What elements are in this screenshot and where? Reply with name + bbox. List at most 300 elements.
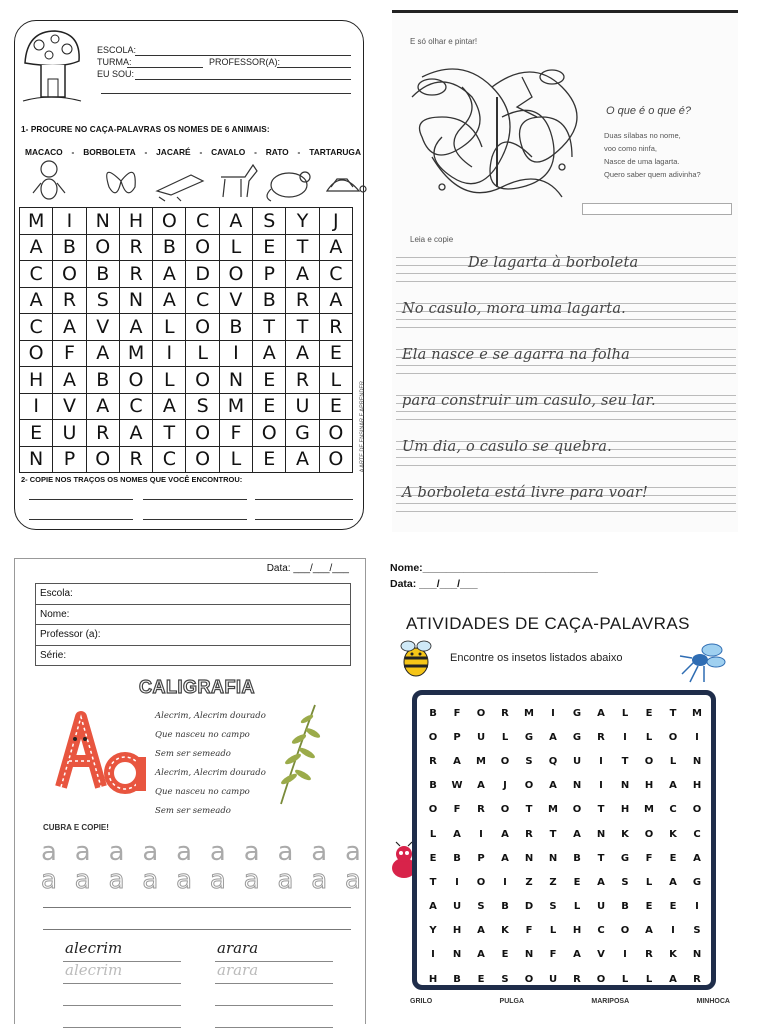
grid-cell[interactable]: O <box>219 261 252 288</box>
grid-cell[interactable]: K <box>501 925 509 937</box>
grid-cell[interactable]: L <box>645 876 653 888</box>
grid-cell[interactable]: H <box>620 804 630 816</box>
grid-cell[interactable]: L <box>669 755 677 767</box>
cursive-line-block[interactable] <box>396 295 736 331</box>
grid-cell[interactable]: E <box>319 393 352 420</box>
grid-cell[interactable]: N <box>620 780 630 792</box>
trace-letter: a <box>108 865 125 895</box>
writing-line[interactable] <box>43 907 351 908</box>
grid-cell[interactable]: L <box>186 340 219 367</box>
grid-cell[interactable]: O <box>319 446 352 473</box>
grid-cell[interactable]: I <box>431 949 435 961</box>
grid-row <box>20 208 353 235</box>
grid-cell[interactable]: V <box>53 393 86 420</box>
insect-word: PULGA <box>499 998 525 1005</box>
grid-cell[interactable]: H <box>644 780 654 792</box>
grid-cell[interactable]: P <box>453 731 461 743</box>
grid-cell[interactable]: R <box>693 973 701 985</box>
teacher-field[interactable]: Professor (a): <box>36 625 351 646</box>
grid-cell[interactable]: U <box>452 901 462 913</box>
grid-cell[interactable]: A <box>669 780 677 792</box>
grid-cell[interactable]: E <box>669 852 677 864</box>
grid-cell[interactable]: M <box>524 707 534 719</box>
grid-cell[interactable]: M <box>20 208 53 235</box>
grid-cell[interactable]: N <box>86 208 119 235</box>
grid-cell[interactable]: E <box>573 876 581 888</box>
grid-cell[interactable]: L <box>621 707 629 719</box>
grid-cell[interactable]: A <box>549 780 557 792</box>
date-field[interactable]: Data: ___/___/___ <box>390 578 478 590</box>
grid-cell[interactable]: B <box>219 314 252 341</box>
grid-cell[interactable]: J <box>319 208 352 235</box>
grid-cell[interactable]: N <box>524 949 534 961</box>
grid-cell[interactable]: S <box>621 876 629 888</box>
grid-cell[interactable]: I <box>153 340 186 367</box>
trace-letter: a <box>345 837 361 867</box>
grid-cell[interactable]: E <box>253 446 286 473</box>
grid-cell[interactable]: C <box>119 393 152 420</box>
grid-cell[interactable]: O <box>524 973 534 985</box>
grid-cell[interactable]: E <box>20 420 53 447</box>
grid-cell[interactable]: H <box>692 780 702 792</box>
grid-cell[interactable]: I <box>623 949 627 961</box>
grid-cell[interactable]: T <box>597 804 605 816</box>
answer-line[interactable] <box>143 519 247 520</box>
grid-cell[interactable]: D <box>524 901 534 913</box>
grid-cell[interactable]: V <box>86 314 119 341</box>
grid-cell[interactable]: I <box>503 876 507 888</box>
grid-cell[interactable]: R <box>597 731 605 743</box>
grid-cell[interactable]: L <box>219 446 252 473</box>
mosquito-icon <box>680 634 730 684</box>
grade-field[interactable]: Série: <box>36 645 351 666</box>
grid-cell[interactable]: O <box>428 731 438 743</box>
grid-cell[interactable]: N <box>119 287 152 314</box>
grid-cell[interactable]: F <box>453 804 461 816</box>
grid-cell[interactable]: Z <box>525 876 533 888</box>
grid-cell[interactable]: A <box>549 731 557 743</box>
grid-cell[interactable]: I <box>20 393 53 420</box>
grid-cell[interactable]: C <box>20 261 53 288</box>
grid-cell[interactable]: O <box>596 973 606 985</box>
grid-cell[interactable]: S <box>86 287 119 314</box>
grid-cell[interactable]: T <box>153 420 186 447</box>
grid-row <box>20 367 353 394</box>
grid-cell[interactable]: B <box>86 367 119 394</box>
grid-cell[interactable]: T <box>286 234 319 261</box>
grid-cell[interactable]: U <box>548 973 558 985</box>
grid-cell[interactable]: R <box>119 261 152 288</box>
grid-cell[interactable]: S <box>186 393 219 420</box>
grid-cell[interactable]: B <box>53 234 86 261</box>
grid-cell[interactable]: P <box>477 852 485 864</box>
grid-cell[interactable]: B <box>429 780 437 792</box>
grid-cell[interactable]: K <box>669 828 677 840</box>
grid-cell[interactable]: I <box>455 876 459 888</box>
grid-cell[interactable]: B <box>621 901 629 913</box>
grid-cell[interactable]: J <box>503 780 507 792</box>
grid-cell[interactable]: A <box>119 420 152 447</box>
grid-cell[interactable]: C <box>669 804 677 816</box>
word-trace: alecrim <box>65 961 123 979</box>
grid-cell[interactable]: O <box>186 446 219 473</box>
cursive-line-block[interactable] <box>396 341 736 377</box>
grid-cell[interactable]: R <box>86 420 119 447</box>
grid-cell[interactable]: N <box>692 755 702 767</box>
grid-cell[interactable]: A <box>20 234 53 261</box>
grid-cell[interactable]: L <box>153 314 186 341</box>
grid-cell[interactable]: U <box>596 901 606 913</box>
grid-cell[interactable]: C <box>693 828 701 840</box>
grid-cell[interactable]: A <box>501 852 509 864</box>
grid-cell[interactable]: O <box>86 446 119 473</box>
grid-cell[interactable]: A <box>286 340 319 367</box>
grid-cell[interactable]: R <box>119 234 152 261</box>
grid-cell[interactable]: R <box>53 287 86 314</box>
grid-cell[interactable]: R <box>645 949 653 961</box>
grid-cell[interactable]: U <box>476 731 486 743</box>
grid-cell[interactable]: O <box>572 804 582 816</box>
grid-cell[interactable]: A <box>153 287 186 314</box>
grid-cell[interactable]: L <box>645 731 653 743</box>
grid-cell[interactable]: R <box>477 804 485 816</box>
grid-cell[interactable]: N <box>596 828 606 840</box>
grid-cell[interactable]: B <box>453 852 461 864</box>
grid-cell[interactable]: T <box>429 876 437 888</box>
grid-cell[interactable]: O <box>186 234 219 261</box>
grid-cell[interactable]: O <box>476 707 486 719</box>
grid-cell[interactable]: S <box>253 208 286 235</box>
grid-cell[interactable]: G <box>572 707 582 719</box>
grid-cell[interactable]: A <box>501 828 509 840</box>
grid-cell[interactable]: F <box>549 949 557 961</box>
grid-cell[interactable]: U <box>286 393 319 420</box>
grid-cell[interactable]: O <box>524 780 534 792</box>
grid-cell[interactable]: A <box>53 314 86 341</box>
grid-cell[interactable]: A <box>319 287 352 314</box>
grid-cell[interactable]: P <box>253 261 286 288</box>
grid-cell[interactable]: B <box>573 852 581 864</box>
grid-cell[interactable]: O <box>319 420 352 447</box>
mushroom-house-icon <box>21 27 83 105</box>
grid-cell[interactable]: O <box>476 876 486 888</box>
grid-cell[interactable]: A <box>86 340 119 367</box>
cursive-line-block[interactable] <box>396 433 736 469</box>
grid-cell[interactable]: A <box>286 446 319 473</box>
grid-cell[interactable]: R <box>525 828 533 840</box>
grid-cell[interactable]: A <box>453 828 461 840</box>
writing-line[interactable] <box>43 929 351 930</box>
read-copy-label: Leia e copie <box>410 235 454 244</box>
grid-cell[interactable]: L <box>429 828 437 840</box>
grid-cell[interactable]: R <box>286 287 319 314</box>
riddle-text <box>604 129 701 181</box>
grid-cell[interactable]: E <box>253 367 286 394</box>
grid-cell[interactable]: I <box>599 755 603 767</box>
grid-cell[interactable]: R <box>501 707 509 719</box>
grid-cell[interactable]: E <box>319 340 352 367</box>
class-line[interactable] <box>127 67 203 68</box>
grid-cell[interactable]: W <box>451 780 463 792</box>
horse-icon <box>221 165 257 197</box>
grid-cell[interactable]: O <box>53 261 86 288</box>
name-field[interactable]: Nome: <box>36 604 351 625</box>
grid-cell[interactable]: F <box>645 852 653 864</box>
grid-cell[interactable]: M <box>119 340 152 367</box>
cursive-line: Ela nasce e se agarra na folha <box>402 347 631 363</box>
grid-cell[interactable]: O <box>86 234 119 261</box>
grid-cell[interactable]: A <box>429 901 437 913</box>
date-field[interactable] <box>267 563 349 574</box>
grid-cell[interactable]: H <box>572 925 582 937</box>
grid-cell[interactable]: L <box>153 367 186 394</box>
grid-cell[interactable]: A <box>669 973 677 985</box>
grid-cell[interactable]: A <box>597 707 605 719</box>
grid-cell[interactable]: O <box>692 804 702 816</box>
grid-cell[interactable]: L <box>219 234 252 261</box>
trace-row[interactable] <box>41 865 361 895</box>
grid-cell[interactable]: A <box>219 208 252 235</box>
grid-cell[interactable]: V <box>219 287 252 314</box>
grid-cell[interactable]: B <box>429 707 437 719</box>
grid-cell[interactable]: C <box>597 925 605 937</box>
grid-cell[interactable]: A <box>597 876 605 888</box>
grid-cell[interactable]: H <box>428 973 438 985</box>
grid-cell[interactable]: O <box>428 804 438 816</box>
grid-cell[interactable]: O <box>668 731 678 743</box>
grid-cell[interactable]: M <box>644 804 654 816</box>
answer-line[interactable] <box>143 499 247 500</box>
extra-line[interactable] <box>101 93 351 94</box>
grid-cell[interactable]: C <box>186 287 219 314</box>
grid-cell[interactable]: M <box>548 804 558 816</box>
grid-cell[interactable]: G <box>524 731 534 743</box>
grid-cell[interactable]: D <box>186 261 219 288</box>
grid-cell[interactable]: N <box>572 780 582 792</box>
grid-cell[interactable]: U <box>53 420 86 447</box>
butterfly-icon <box>107 172 136 192</box>
grid-cell[interactable]: H <box>119 208 152 235</box>
grid-cell[interactable]: T <box>525 804 533 816</box>
grid-cell[interactable]: A <box>477 780 485 792</box>
grid-cell[interactable]: F <box>453 707 461 719</box>
trace-letter: a <box>41 837 57 867</box>
cursive-line-block[interactable] <box>396 387 736 423</box>
grid-cell[interactable]: S <box>693 925 701 937</box>
grid-cell[interactable]: I <box>551 707 555 719</box>
grid-cell[interactable]: A <box>153 393 186 420</box>
grid-cell[interactable]: Q <box>548 755 558 767</box>
grid-cell[interactable]: I <box>53 208 86 235</box>
answer-line[interactable] <box>255 499 353 500</box>
poem-line: Alecrim, Alecrim dourado <box>155 711 266 721</box>
insect-word: MINHOCA <box>696 998 730 1005</box>
grid-cell[interactable]: I <box>623 731 627 743</box>
grid-cell[interactable]: M <box>692 707 702 719</box>
grid-cell[interactable]: A <box>53 367 86 394</box>
me-line[interactable] <box>135 79 351 80</box>
grid-cell[interactable]: B <box>253 287 286 314</box>
grid-cell[interactable]: S <box>549 901 557 913</box>
trace-letter: a <box>176 865 193 895</box>
poem-line: Sem ser semeado <box>155 749 231 759</box>
grid-cell[interactable]: F <box>219 420 252 447</box>
poem-line: Sem ser semeado <box>155 806 231 816</box>
grid-cell[interactable]: L <box>645 973 653 985</box>
grid-row <box>20 261 353 288</box>
grid-cell[interactable]: E <box>669 901 677 913</box>
answer-line[interactable] <box>29 499 133 500</box>
grid-cell[interactable]: I <box>599 780 603 792</box>
grid-cell[interactable]: T <box>286 314 319 341</box>
cursive-line-block[interactable] <box>396 479 736 515</box>
school-line[interactable] <box>135 55 351 56</box>
grid-cell[interactable]: A <box>477 925 485 937</box>
grid-cell[interactable]: E <box>645 901 653 913</box>
grid-cell[interactable]: O <box>644 828 654 840</box>
grid-cell[interactable]: N <box>20 446 53 473</box>
word-practice-box[interactable] <box>215 939 333 1031</box>
grid-cell[interactable]: I <box>695 901 699 913</box>
word-practice-box[interactable] <box>63 939 181 1031</box>
school-field[interactable]: Escola: <box>36 584 351 605</box>
grid-cell[interactable]: H <box>20 367 53 394</box>
grid-cell[interactable]: G <box>620 852 630 864</box>
grid-cell[interactable]: O <box>500 755 510 767</box>
grid-cell[interactable]: E <box>253 234 286 261</box>
grid-cell[interactable]: I <box>695 731 699 743</box>
grid-cell[interactable]: A <box>645 925 653 937</box>
grid-cell[interactable]: A <box>573 949 581 961</box>
grid-cell[interactable]: K <box>669 949 677 961</box>
grid-cell[interactable]: Z <box>549 876 557 888</box>
grid-cell[interactable]: U <box>572 755 582 767</box>
grid-cell[interactable]: A <box>477 949 485 961</box>
trace-row[interactable] <box>41 837 361 867</box>
grid-cell[interactable]: N <box>548 852 558 864</box>
grid-cell[interactable]: I <box>219 340 252 367</box>
cursive-line-block[interactable] <box>396 249 736 285</box>
grid-cell[interactable]: Y <box>429 925 437 937</box>
grid-cell[interactable]: C <box>153 446 186 473</box>
grid-cell[interactable]: A <box>253 340 286 367</box>
grid-cell[interactable]: O <box>186 314 219 341</box>
answer-line[interactable] <box>29 519 133 520</box>
cursive-line: Um dia, o casulo se quebra. <box>402 439 612 455</box>
grid-cell[interactable]: R <box>119 446 152 473</box>
grid-cell[interactable]: T <box>549 828 557 840</box>
grid-cell[interactable]: B <box>153 234 186 261</box>
grid-cell[interactable]: A <box>319 234 352 261</box>
grid-cell[interactable]: Y <box>286 208 319 235</box>
grid-cell[interactable]: E <box>253 393 286 420</box>
trace-letter: a <box>277 865 294 895</box>
grid-cell[interactable]: O <box>186 420 219 447</box>
grid-cell[interactable]: A <box>573 828 581 840</box>
grid-cell[interactable]: B <box>453 973 461 985</box>
grid-cell[interactable]: O <box>119 367 152 394</box>
grid-cell[interactable]: O <box>186 367 219 394</box>
grid-cell[interactable]: T <box>621 755 629 767</box>
grid-cell[interactable]: N <box>524 852 534 864</box>
grid-cell[interactable]: A <box>20 287 53 314</box>
grid-cell[interactable]: E <box>645 707 653 719</box>
name-field[interactable]: Nome:______________________________ <box>390 562 598 574</box>
grid-cell[interactable]: R <box>319 314 352 341</box>
grid-cell[interactable]: N <box>692 949 702 961</box>
grid-cell[interactable]: C <box>20 314 53 341</box>
grid-cell[interactable]: N <box>452 949 462 961</box>
grid-cell[interactable]: E <box>501 949 509 961</box>
grid-cell[interactable]: I <box>479 828 483 840</box>
grid-cell[interactable]: F <box>53 340 86 367</box>
grid-cell[interactable]: M <box>219 393 252 420</box>
grid-cell[interactable]: A <box>453 755 461 767</box>
word-trace: arara <box>217 961 259 979</box>
grid-cell[interactable]: A <box>86 393 119 420</box>
grid-cell[interactable]: C <box>319 261 352 288</box>
grid-cell[interactable]: V <box>597 949 605 961</box>
grid-cell[interactable]: E <box>429 852 437 864</box>
grid-cell[interactable]: B <box>86 261 119 288</box>
grid-cell[interactable]: S <box>501 973 509 985</box>
grid-cell[interactable]: L <box>573 901 581 913</box>
trace-letter: a <box>311 837 328 867</box>
grid-cell[interactable]: T <box>597 852 605 864</box>
riddle-answer-box[interactable] <box>582 203 732 215</box>
grid-cell[interactable]: P <box>53 446 86 473</box>
grid-cell[interactable]: F <box>525 925 533 937</box>
grid-cell[interactable]: A <box>153 261 186 288</box>
grid-cell[interactable]: L <box>501 731 509 743</box>
grid-cell[interactable]: G <box>286 420 319 447</box>
teacher-line[interactable] <box>277 67 351 68</box>
grid-cell[interactable]: N <box>219 367 252 394</box>
grid-cell[interactable]: S <box>477 901 485 913</box>
grid-cell[interactable]: G <box>572 731 582 743</box>
grid-cell[interactable]: R <box>573 973 581 985</box>
grid-cell[interactable]: O <box>20 340 53 367</box>
grid-cell[interactable]: R <box>429 755 437 767</box>
grid-cell[interactable]: A <box>286 261 319 288</box>
grid-cell[interactable]: H <box>452 925 462 937</box>
grid-cell[interactable]: O <box>644 755 654 767</box>
grid-cell[interactable]: E <box>477 973 485 985</box>
grid-cell[interactable]: R <box>286 367 319 394</box>
grid-cell[interactable]: O <box>253 420 286 447</box>
answer-line[interactable] <box>255 519 353 520</box>
trace-letter: a <box>277 837 294 867</box>
grid-cell[interactable]: S <box>525 755 533 767</box>
grid-cell[interactable]: O <box>153 208 186 235</box>
grid-cell[interactable]: A <box>693 852 701 864</box>
grid-cell[interactable]: B <box>501 901 509 913</box>
grid-cell[interactable]: M <box>476 755 486 767</box>
grid-cell[interactable]: O <box>620 925 630 937</box>
grid-cell[interactable]: A <box>669 876 677 888</box>
grid-cell[interactable]: L <box>621 973 629 985</box>
grid-cell[interactable]: L <box>549 925 557 937</box>
grid-cell[interactable]: T <box>669 707 677 719</box>
grid-cell[interactable]: A <box>119 314 152 341</box>
grid-cell[interactable]: O <box>500 804 510 816</box>
grid-cell[interactable]: G <box>692 876 702 888</box>
grid-cell[interactable]: K <box>621 828 629 840</box>
grid-cell[interactable]: T <box>253 314 286 341</box>
grid-cell[interactable]: L <box>319 367 352 394</box>
grid-cell[interactable]: C <box>186 208 219 235</box>
grid-cell[interactable]: I <box>671 925 675 937</box>
